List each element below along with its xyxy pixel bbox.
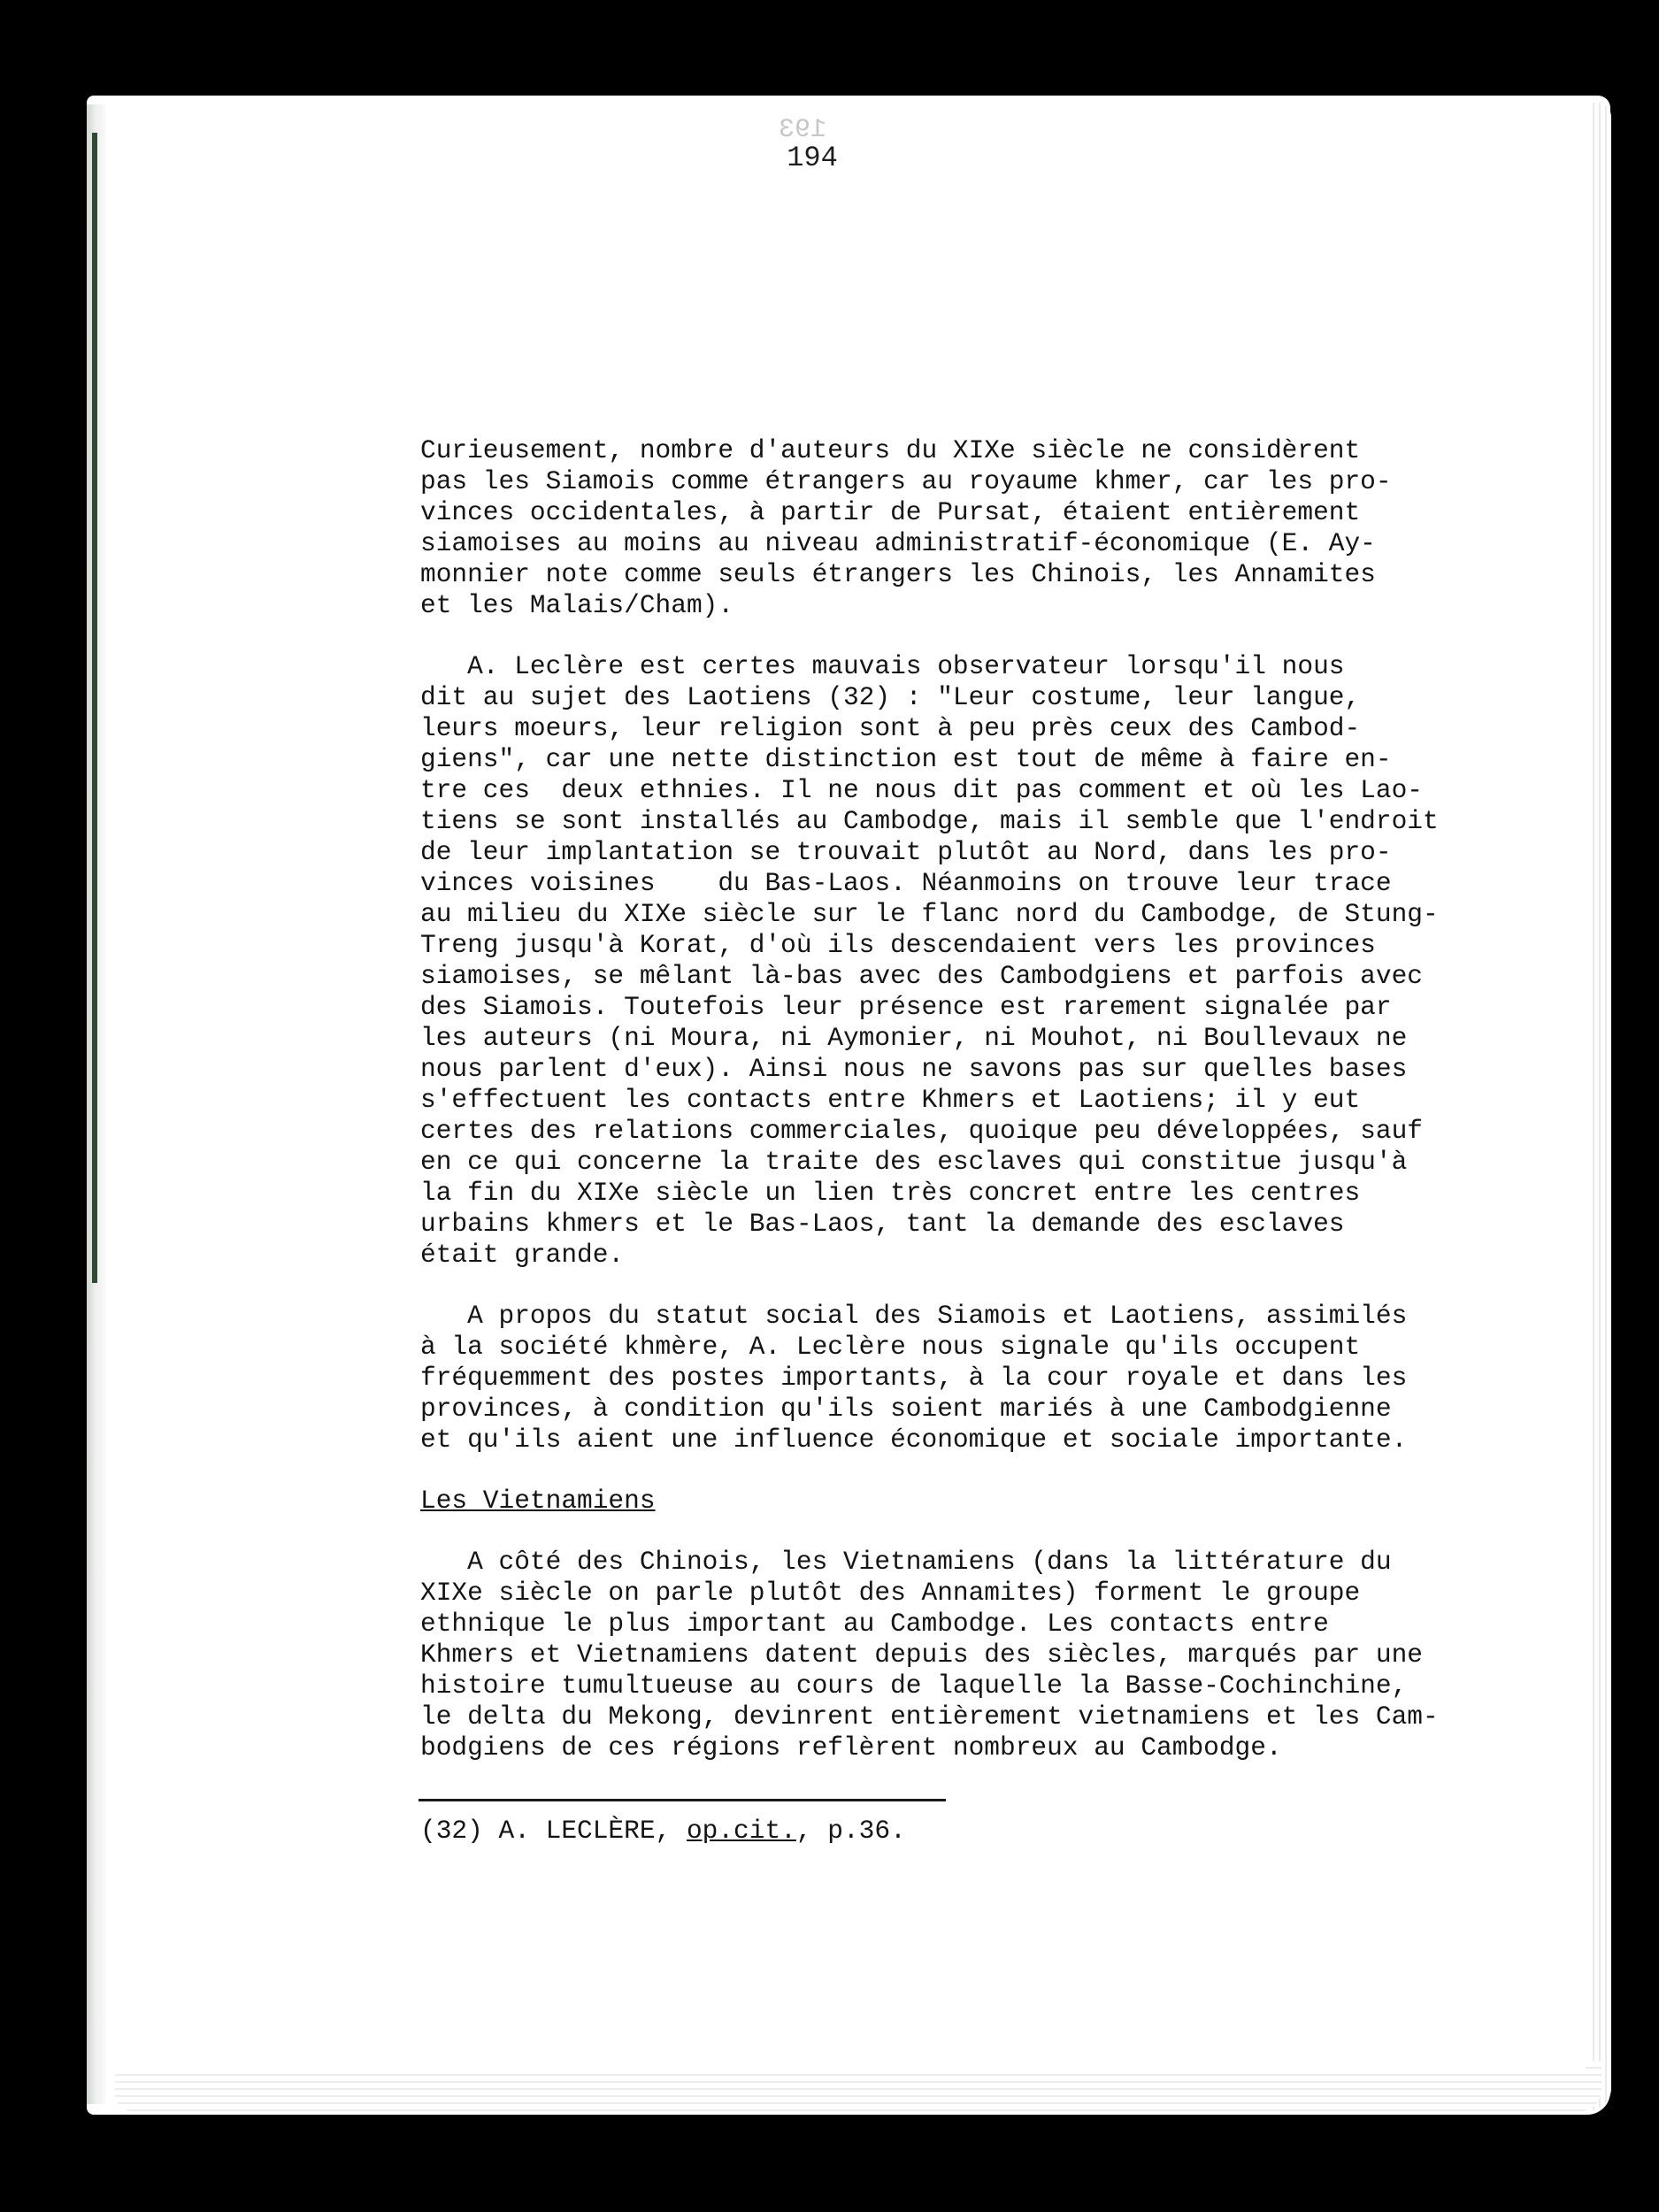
text-line: bodgiens de ces régions reflèrent nombreux au Cambodge. [420,1732,1282,1763]
text-line: Curieusement, nombre d'auteurs du XIXe siècle ne considèrent [420,435,1361,465]
footnote [420,1816,906,1847]
text-line: A propos du statut social des Siamois et Laotiens, assimilés [420,1301,1408,1331]
paragraph-gap [420,621,1429,651]
text-line: la fin du XIXe siècle un lien très concret entre les centres [420,1178,1361,1208]
footnote-rule [419,1799,946,1801]
text-line: le delta du Mekong, devinrent entièrement vietnamiens et les Cam- [420,1701,1439,1732]
text-line: Khmers et Vietnamiens datent depuis des siècles, marqués par une [420,1640,1423,1670]
text-line: ethnique le plus important au Cambodge. Les contacts entre [420,1609,1329,1639]
footnote-author: A. LECLÈRE, [498,1816,672,1846]
paragraph-gap [420,1517,1429,1547]
text-line: à la société khmère, A. Leclère nous signale qu'ils occupent [420,1332,1361,1362]
page-edges-right [1588,103,1611,2111]
footnote-page: , p.36. [795,1816,906,1846]
text-line: et les Malais/Cham). [420,590,734,620]
text-line: dit au sujet des Laotiens (32) : "Leur costume, leur langue, [420,682,1361,712]
text-line: tre ces deux ethnies. Il ne nous dit pas comment et où les Lao- [420,775,1423,805]
text-line: en ce qui concerne la traite des esclaves qui constitue jusqu'à [420,1147,1408,1177]
paragraph-gap [420,1455,1429,1486]
text-line: fréquemment des postes importants, à la cour royale et dans les [420,1363,1408,1393]
footnote-ref: op.cit. [686,1816,796,1846]
bleed-through-page-number: 193 [779,115,827,145]
text-line: de leur implantation se trouvait plutôt au Nord, dans les pro- [420,837,1392,867]
text-line: giens", car une nette distinction est tout de même à faire en- [420,744,1392,774]
text-line: vinces occidentales, à partir de Pursat, étaient entièrement [420,497,1361,527]
text-line: au milieu du XIXe siècle sur le flanc nord du Cambodge, de Stung- [420,899,1439,929]
text-line: siamoises au moins au niveau administratif-économique (E. Ay- [420,528,1376,558]
text-line: pas les Siamois comme étrangers au royaume khmer, car les pro- [420,466,1392,496]
text-line: histoire tumultueuse au cours de laquelle la Basse-Cochinchine, [420,1671,1408,1701]
page-number: 194 [787,142,838,174]
text-line: siamoises, se mêlant là-bas avec des Cambodgiens et parfois avec [420,961,1423,991]
text-line: A. Leclère est certes mauvais observateur lorsqu'il nous [420,651,1345,681]
text-line: XIXe siècle on parle plutôt des Annamites) forment le groupe [420,1578,1361,1608]
text-line: nous parlent d'eux). Ainsi nous ne savons pas sur quelles bases [420,1054,1408,1084]
text-line: tiens se sont installés au Cambodge, mais il semble que l'endroit [420,806,1439,836]
text-line: leurs moeurs, leur religion sont à peu près ceux des Cambod- [420,713,1361,743]
footnote-marker: (32) [420,1816,483,1846]
text-line: urbains khmers et le Bas-Laos, tant la demande des esclaves [420,1209,1345,1239]
text-line: Treng jusqu'à Korat, d'où ils descendaient vers les provinces [420,930,1376,960]
section-heading: Les Vietnamiens [420,1486,656,1516]
text-line: des Siamois. Toutefois leur présence est rarement signalée par [420,992,1392,1022]
paragraph-gap [420,1271,1429,1301]
text-line: provinces, à condition qu'ils soient mariés à une Cambodgienne [420,1394,1392,1424]
spine-stripe [92,133,97,1283]
text-line: les auteurs (ni Moura, ni Aymonier, ni Mouhot, ni Boullevaux ne [420,1023,1408,1053]
text-line: A côté des Chinois, les Vietnamiens (dans la littérature du [420,1547,1392,1577]
text-line: monnier note comme seuls étrangers les Chinois, les Annamites [420,559,1376,589]
page-edges-bottom [115,2062,1601,2111]
body-text [420,435,1439,1763]
text-line: s'effectuent les contacts entre Khmers et Laotiens; il y eut [420,1085,1361,1115]
text-line: vinces voisines du Bas-Laos. Néanmoins on trouve leur trace [420,868,1392,898]
text-line: et qu'ils aient une influence économique et sociale importante. [420,1425,1408,1455]
text-line: était grande. [420,1240,625,1270]
text-line: certes des relations commerciales, quoique peu développées, sauf [420,1116,1423,1146]
